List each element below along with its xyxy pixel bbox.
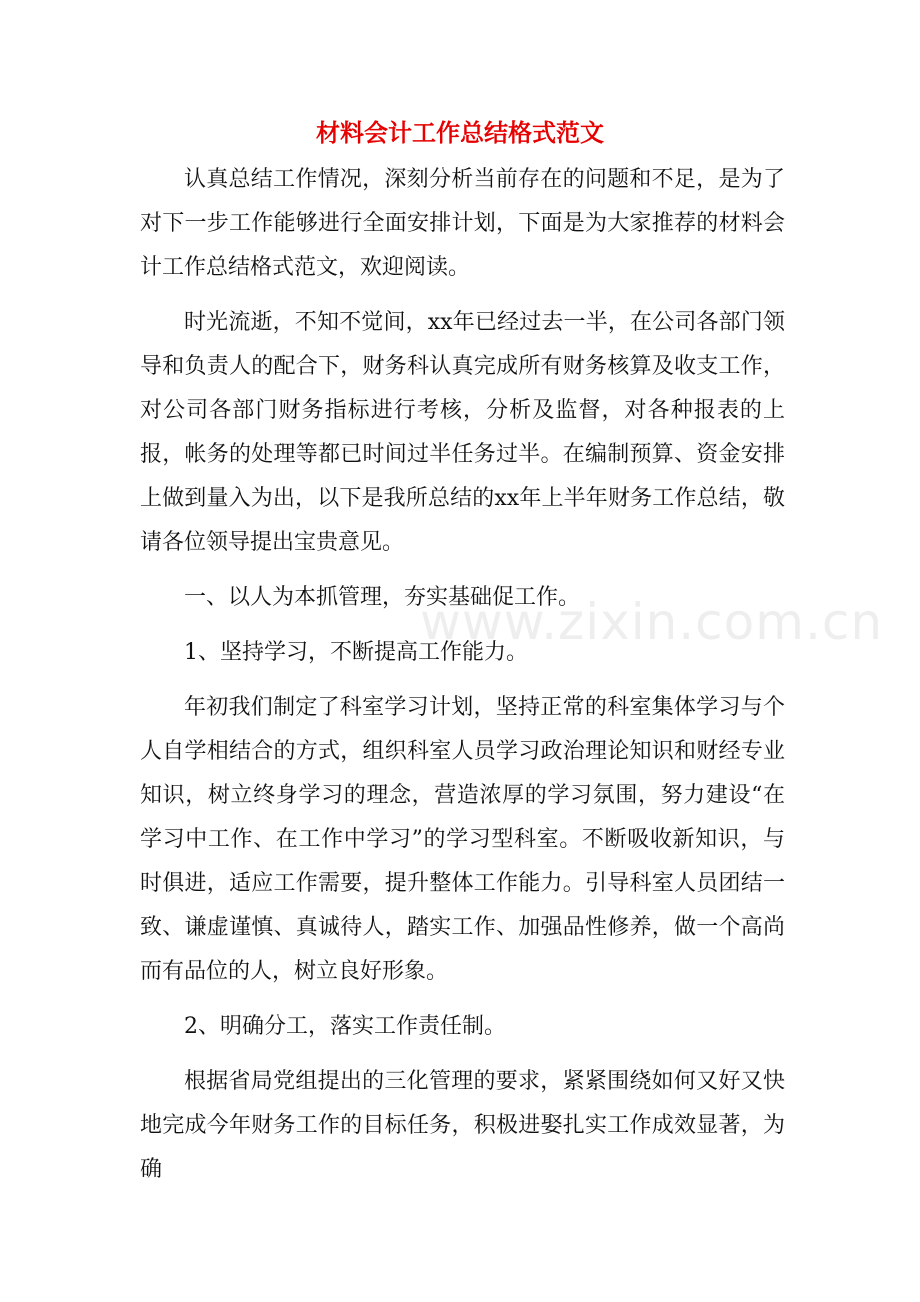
watermark: www.zixin.com.cn xyxy=(420,593,884,651)
document-title: 材料会计工作总结格式范文 xyxy=(316,118,604,147)
paragraph-intro: 认真总结工作情况，深刻分析当前存在的问题和不足，是为了对下一步工作能够进行全面安排计划，下面是为大家推荐的材料会计工作总结格式范文，欢迎阅读。 xyxy=(140,167,785,280)
paragraph-study: 年初我们制定了科室学习计划，坚持正常的科室集体学习与个人自学相结合的方式，组织科室人员学习政治理论知识和财经专业知识，树立终身学习的理念，营造浓厚的学习氛围，努力建设“在学习中工作、在工作中学习”的学习型科室。不断吸收新知识，与时俱进，适应工作需要，提升整体工作能力。引导科室人员团结一致、谦虚谨慎、真诚待人，踏实工作、加强品性修养，做一个高尚而有品位的人，树立良好形象。 xyxy=(140,695,785,984)
section-heading-1: 一、以人为本抓管理，夯实基础促工作。 xyxy=(184,585,581,610)
document-body xyxy=(140,158,884,1203)
subsection-heading-2: 2、明确分工，落实工作责任制。 xyxy=(184,1014,506,1039)
paragraph-overview: 时光流逝，不知不觉间，xx年已经过去一半，在公司各部门领导和负责人的配合下，财务科认真完成所有财务核算及收支工作，对公司各部门财务指标进行考核，分析及监督，对各种报表的上报，帐务的处理等都已时间过半任务过半。在编制预算、资金安排上做到量入为出，以下是我所总结的xx年上半年财务工作总结，敬请各位领导提出宝贵意见。 xyxy=(140,310,785,555)
subsection-heading-1: 1、坚持学习，不断提高工作能力。 xyxy=(184,640,528,665)
paragraph-responsibility: 根据省局党组提出的三化管理的要求，紧紧围绕如何又好又快地完成今年财务工作的目标任务，积极进娶扎实工作成效显著，为确 xyxy=(140,1069,785,1182)
